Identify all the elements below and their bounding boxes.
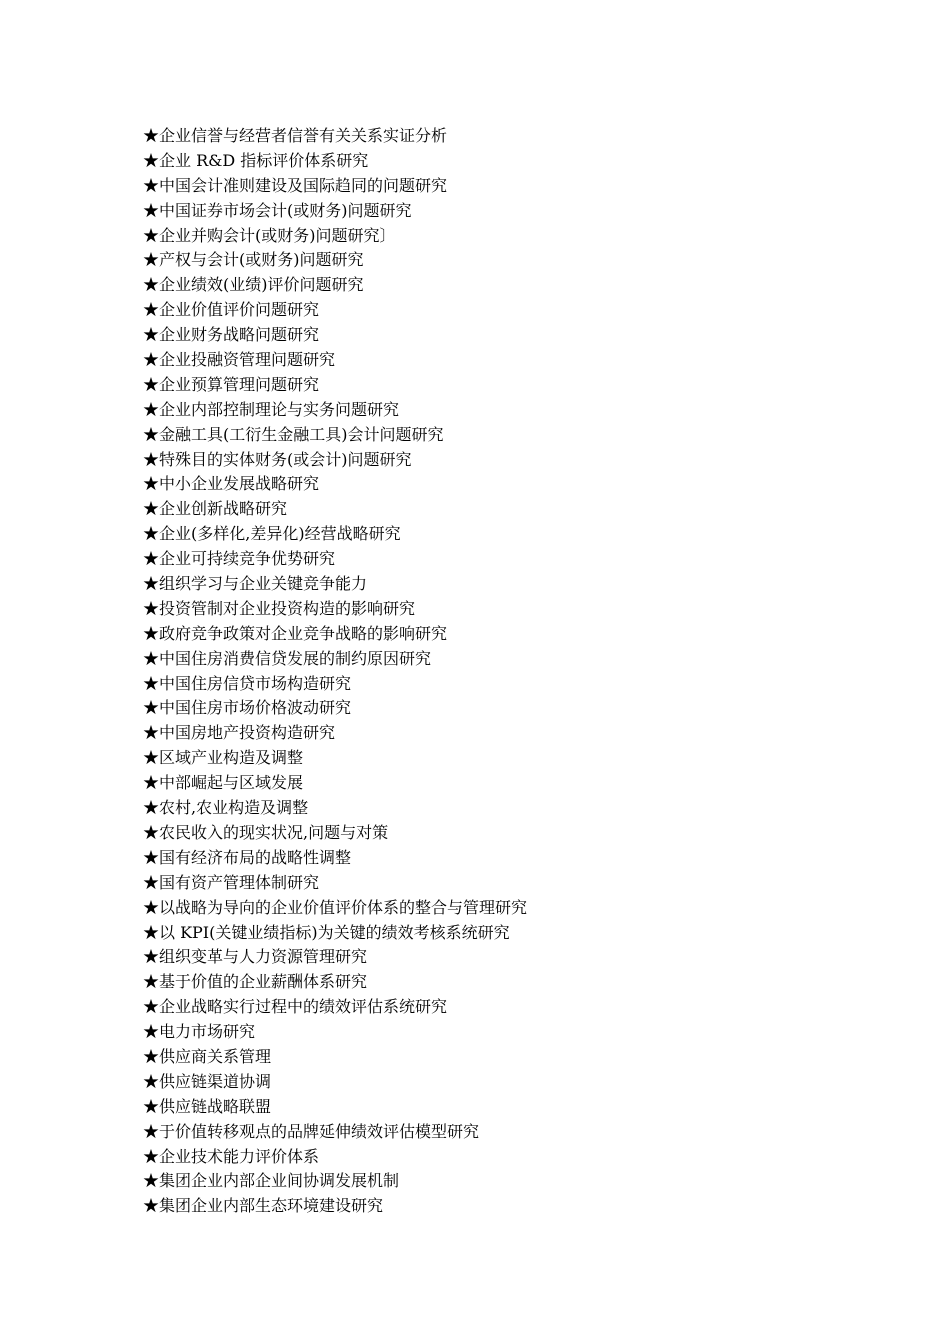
topic-item: ★企业价值评价问题研究 — [143, 300, 320, 320]
topic-item: ★企业创新战略研究 — [143, 499, 288, 519]
topic-item: ★国有经济布局的战略性调整 — [143, 847, 352, 867]
topic-item: ★区域产业构造及调整 — [143, 748, 304, 768]
research-topic-list — [143, 124, 527, 1219]
topic-item: ★集团企业内部生态环境建设研究 — [143, 1196, 384, 1216]
topic-item: ★中国住房消费信贷发展的制约原因研究 — [143, 648, 432, 668]
topic-item: ★农民收入的现实状况,问题与对策 — [143, 822, 389, 842]
topic-item: ★企业 R&D 指标评价体系研究 — [143, 150, 369, 170]
topic-item: ★电力市场研究 — [143, 1022, 256, 1042]
topic-item: ★企业财务战略问题研究 — [143, 325, 320, 345]
topic-item: ★企业预算管理问题研究 — [143, 374, 320, 394]
topic-item: ★中国房地产投资构造研究 — [143, 723, 336, 743]
topic-item: ★企业绩效(业绩)评价问题研究 — [143, 275, 364, 295]
topic-item: ★以战略为导向的企业价值评价体系的整合与管理研究 — [143, 897, 528, 917]
topic-item: ★企业战略实行过程中的绩效评估系统研究 — [143, 997, 448, 1017]
topic-item: ★基于价值的企业薪酬体系研究 — [143, 972, 368, 992]
topic-item: ★中国证券市场会计(或财务)问题研究 — [143, 200, 412, 220]
topic-item: ★于价值转移观点的品牌延伸绩效评估模型研究 — [143, 1121, 480, 1141]
topic-item: ★中部崛起与区域发展 — [143, 773, 304, 793]
topic-item: ★组织变革与人力资源管理研究 — [143, 947, 368, 967]
topic-item: ★特殊目的实体财务(或会计)问题研究 — [143, 449, 412, 469]
topic-item: ★企业信誉与经营者信誉有关关系实证分析 — [143, 126, 448, 145]
topic-item: ★中国住房市场价格波动研究 — [143, 698, 352, 718]
topic-item: ★企业技术能力评价体系 — [143, 1146, 320, 1166]
topic-item: ★供应链战略联盟 — [143, 1096, 272, 1116]
topic-item: ★企业投融资管理问题研究 — [143, 350, 336, 370]
topic-item: ★产权与会计(或财务)问题研究 — [143, 250, 364, 270]
topic-item: ★中国会计准则建设及国际趋同的问题研究 — [143, 175, 448, 195]
topic-item: ★组织学习与企业关键竞争能力 — [143, 574, 368, 594]
topic-item: ★政府竞争政策对企业竞争战略的影响研究 — [143, 623, 448, 643]
topic-item: ★中小企业发展战略研究 — [143, 474, 320, 494]
topic-item: ★投资管制对企业投资构造的影响研究 — [143, 598, 416, 618]
topic-item: ★中国住房信贷市场构造研究 — [143, 673, 352, 693]
topic-item: ★企业内部控制理论与实务问题研究 — [143, 399, 400, 419]
topic-item: ★企业可持续竞争优势研究 — [143, 549, 336, 569]
topic-item: ★国有资产管理体制研究 — [143, 872, 320, 892]
topic-item: ★供应链渠道协调 — [143, 1071, 272, 1091]
topic-item: ★集团企业内部企业间协调发展机制 — [143, 1171, 400, 1191]
topic-item: ★供应商关系管理 — [143, 1046, 272, 1066]
topic-item: ★农村,农业构造及调整 — [143, 798, 309, 818]
topic-item: ★金融工具(工衍生金融工具)会计问题研究 — [143, 424, 444, 444]
topic-item: ★企业并购会计(或财务)问题研究〕 — [143, 225, 396, 245]
topic-item: ★以 KPI(关键业绩指标)为关键的绩效考核系统研究 — [143, 922, 510, 942]
topic-item: ★企业(多样化,差异化)经营战略研究 — [143, 524, 401, 544]
